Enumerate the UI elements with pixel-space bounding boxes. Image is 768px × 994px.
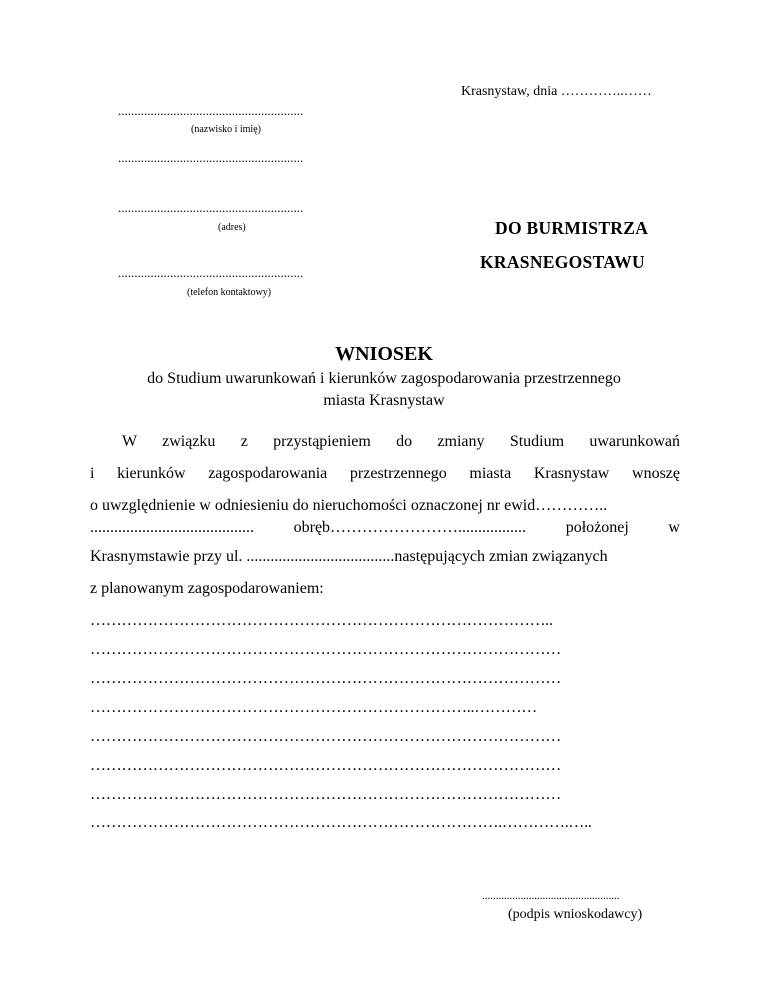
address-caption: (adres) <box>218 222 246 233</box>
fill-line: ……………………………………………………………………………… <box>90 641 562 658</box>
body-line-1: W związku z przystąpieniem do zmiany Studium uwarunkowań <box>122 433 680 450</box>
body-line-3: o uwzględnienie w odniesieniu do nieruchomości oznaczonej nr ewid………….. <box>90 497 608 514</box>
body-line-5 <box>90 548 680 566</box>
phone-caption: (telefon kontaktowy) <box>187 287 272 298</box>
fill-line: ……………………………………………………………………………… <box>90 670 562 687</box>
name-field-line: ......................................................... <box>118 103 304 118</box>
located-label: położonej <box>565 519 629 536</box>
changes-label: następujących zmian związanych <box>394 548 608 565</box>
place-date: Krasnystaw, dnia …………..…… <box>461 84 652 99</box>
fill-line: ……………………………………………………………………………… <box>90 786 562 803</box>
phone-field-line: ......................................................... <box>118 265 304 280</box>
body-line-6: z planowanym zagospodarowaniem: <box>90 580 324 597</box>
fill-line: ……………………………………………………………………………… <box>90 728 562 745</box>
fill-line: ……………………………………………………………………………… <box>90 757 562 774</box>
fill-line: …………………………………………………………………………….. <box>90 612 553 629</box>
address-field-line-1: ......................................................... <box>118 150 304 165</box>
body-line-4 <box>90 519 680 537</box>
fill-line: …………………………………………………………………….………….….. <box>90 814 592 831</box>
document-subtitle-line-2: miasta Krasnystaw <box>323 392 445 409</box>
fill-line: ………………………………………………………………..………… <box>90 699 538 716</box>
name-caption: (nazwisko i imię) <box>191 124 261 135</box>
precinct-label: obręb……………………................. <box>293 519 527 536</box>
recipient-line-2: KRASNEGOSTAWU <box>480 252 645 272</box>
street-field: Krasnymstawie przy ul. ..................................... <box>90 548 395 565</box>
recipient-line-1: DO BURMISTRZA <box>495 218 649 238</box>
address-field-line-2: ......................................................... <box>118 200 304 215</box>
document-subtitle-line-1: do Studium uwarunkowań i kierunków zagospodarowania przestrzennego <box>147 370 621 387</box>
parcel-number-field: ......................................... <box>90 519 254 536</box>
signature-line: .................................................. <box>482 890 620 902</box>
in-label: w <box>668 519 680 536</box>
document-title: WNIOSEK <box>335 343 433 365</box>
body-line-2: i kierunków zagospodarowania przestrzennego miasta Krasnystaw wnoszę <box>90 465 680 482</box>
signature-caption: (podpis wnioskodawcy) <box>508 907 643 922</box>
